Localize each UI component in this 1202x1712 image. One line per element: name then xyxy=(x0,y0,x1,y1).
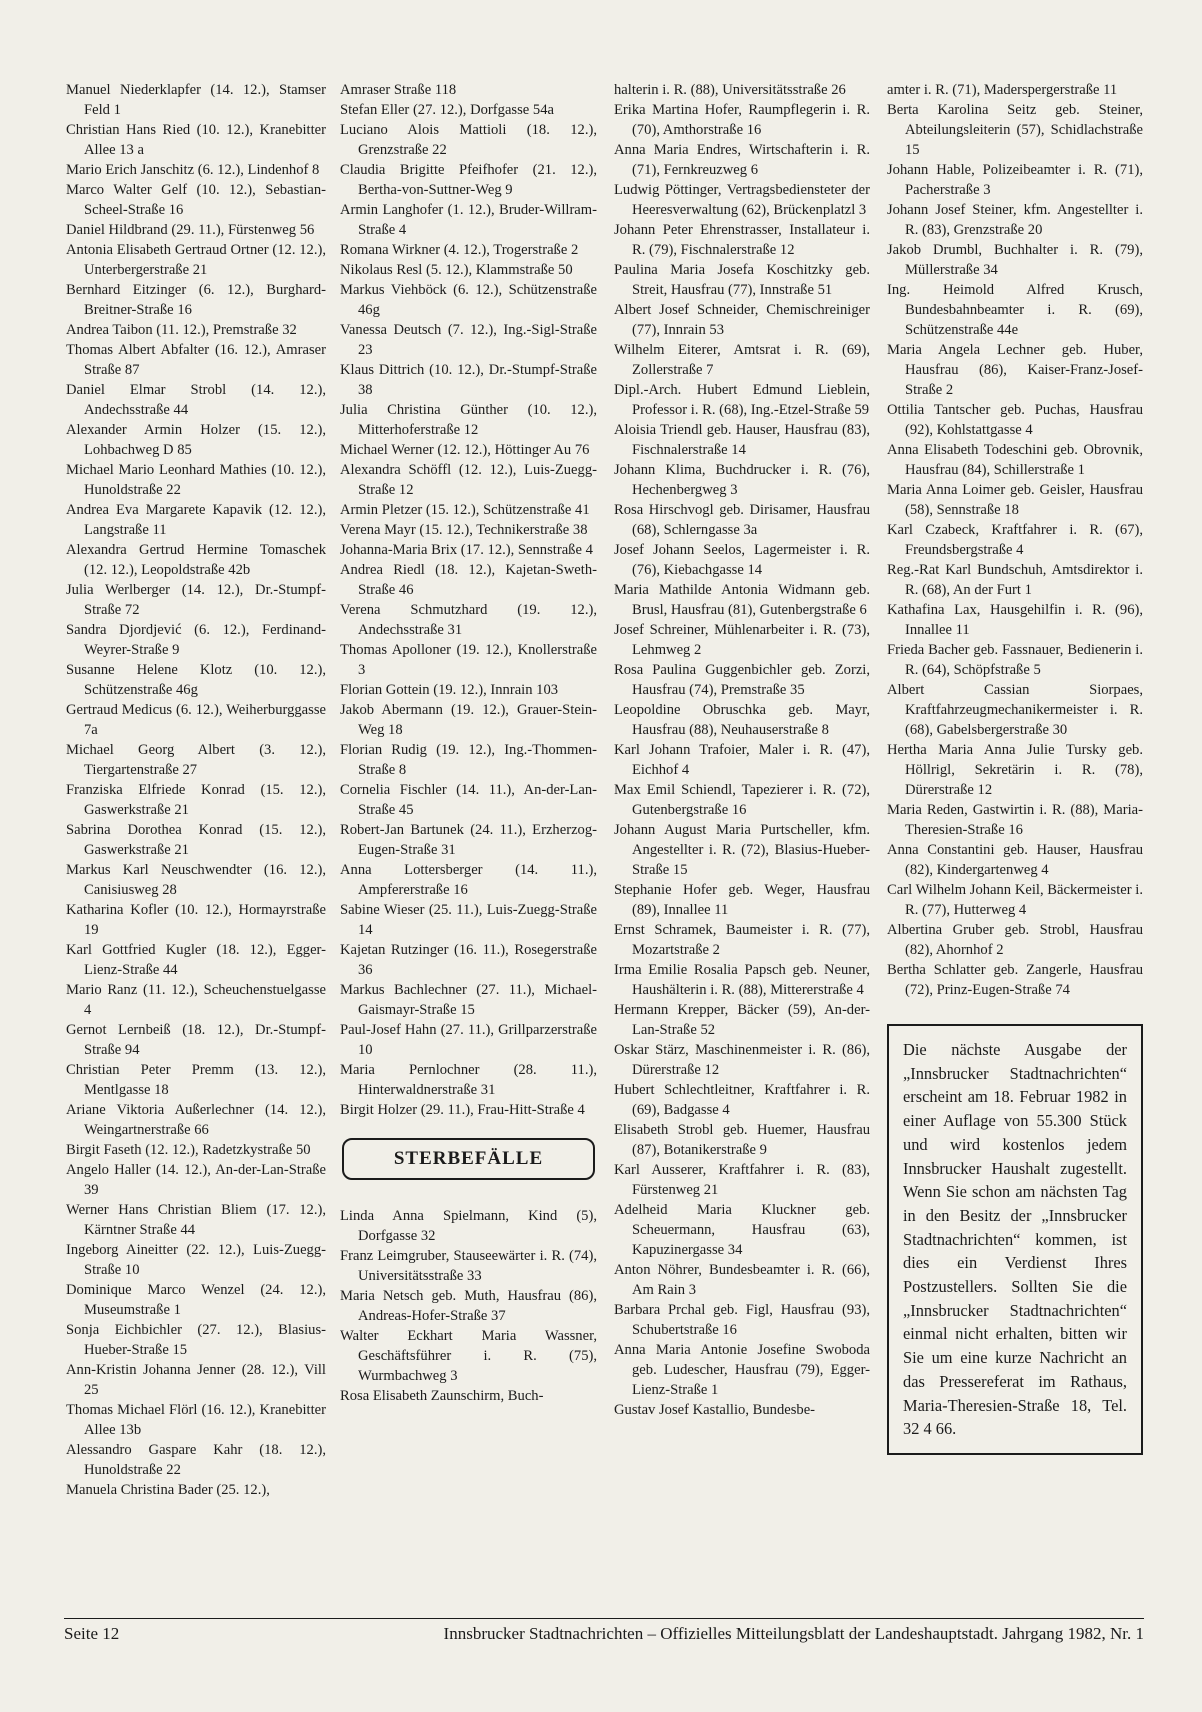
list-item: Aloisia Triendl geb. Hauser, Hausfrau (83), Fischnalerstraße 14 xyxy=(614,422,870,458)
list-item: Anna Lottersberger (14. 11.), Ampfererstraße 16 xyxy=(340,862,597,898)
list-item: Anna Maria Antonie Josefine Swoboda geb. Ludescher, Hausfrau (79), Egger-Lienz-Straße 1 xyxy=(614,1342,870,1398)
list-item: Susanne Helene Klotz (10. 12.), Schützenstraße 46g xyxy=(66,662,326,698)
list-item: Florian Gottein (19. 12.), Innrain 103 xyxy=(340,682,559,698)
list-item: Sandra Djordjević (6. 12.), Ferdinand-Weyrer-Straße 9 xyxy=(66,622,326,658)
list-item: Mario Erich Janschitz (6. 12.), Lindenhof 8 xyxy=(66,162,320,178)
list-item: Anna Constantini geb. Hauser, Hausfrau (82), Kindergartenweg 4 xyxy=(887,842,1143,878)
list-item: Sabine Wieser (25. 11.), Luis-Zuegg-Straße 14 xyxy=(340,902,597,938)
list-item: Julia Christina Günther (10. 12.), Mitterhoferstraße 12 xyxy=(340,402,597,438)
list-item: Oskar Stärz, Maschinenmeister i. R. (86), Dürerstraße 12 xyxy=(614,1042,870,1078)
column-2 xyxy=(340,80,597,1406)
list-item: Karl Gottfried Kugler (18. 12.), Egger-Lienz-Straße 44 xyxy=(66,942,326,978)
list-item: Paul-Josef Hahn (27. 11.), Grillparzerstraße 10 xyxy=(340,1022,597,1058)
list-item: Ann-Kristin Johanna Jenner (28. 12.), Vill 25 xyxy=(66,1362,326,1398)
list-item: Hermann Krepper, Bäcker (59), An-der-Lan-Straße 52 xyxy=(614,1002,870,1038)
column-4 xyxy=(887,80,1143,1455)
list-item: amter i. R. (71), Maderspergerstraße 11 xyxy=(887,82,1118,98)
list-item: Michael Mario Leonhard Mathies (10. 12.), Hunoldstraße 22 xyxy=(66,462,326,498)
list-item: Romana Wirkner (4. 12.), Trogerstraße 2 xyxy=(340,242,579,258)
list-item: halterin i. R. (88), Universitätsstraße 26 xyxy=(614,82,846,98)
list-item: Ernst Schramek, Baumeister i. R. (77), Mozartstraße 2 xyxy=(614,922,870,958)
deaths-heading: STERBEFÄLLE xyxy=(342,1138,595,1180)
list-item: Markus Karl Neuschwendter (16. 12.), Canisiusweg 28 xyxy=(66,862,326,898)
list-item: Antonia Elisabeth Gertraud Ortner (12. 12.), Unterbergerstraße 21 xyxy=(66,242,326,278)
list-item: Robert-Jan Bartunek (24. 11.), Erzherzog-Eugen-Straße 31 xyxy=(340,822,597,858)
list-item: Birgit Holzer (29. 11.), Frau-Hitt-Straße 4 xyxy=(340,1102,585,1118)
list-item: Stefan Eller (27. 12.), Dorfgasse 54a xyxy=(340,102,554,118)
list-item: Nikolaus Resl (5. 12.), Klammstraße 50 xyxy=(340,262,573,278)
list-item: Claudia Brigitte Pfeifhofer (21. 12.), Bertha-von-Suttner-Weg 9 xyxy=(340,162,597,198)
list-item: Katharina Kofler (10. 12.), Hormayrstraße 19 xyxy=(66,902,326,938)
list-item: Sabrina Dorothea Konrad (15. 12.), Gaswerkstraße 21 xyxy=(66,822,326,858)
list-item: Manuel Niederklapfer (14. 12.), Stamser Feld 1 xyxy=(66,82,326,118)
list-item: Hertha Maria Anna Julie Tursky geb. Höllrigl, Sekretärin i. R. (78), Dürerstraße 12 xyxy=(887,742,1143,798)
list-item: Cornelia Fischler (14. 11.), An-der-Lan-Straße 45 xyxy=(340,782,597,818)
list-item: Kathafina Lax, Hausgehilfin i. R. (96), Innallee 11 xyxy=(887,602,1143,638)
list-item: Anna Maria Endres, Wirtschafterin i. R. (71), Fernkreuzweg 6 xyxy=(614,142,870,178)
list-item: Gustav Josef Kastallio, Bundesbe- xyxy=(614,1402,816,1418)
list-item: Stephanie Hofer geb. Weger, Hausfrau (89), Innallee 11 xyxy=(614,882,870,918)
list-item: Alexandra Gertrud Hermine Tomaschek (12. 12.), Leopoldstraße 42b xyxy=(66,542,326,578)
list-item: Paulina Maria Josefa Koschitzky geb. Streit, Hausfrau (77), Innstraße 51 xyxy=(614,262,870,298)
list-item: Jakob Drumbl, Buchhalter i. R. (79), Müllerstraße 34 xyxy=(887,242,1143,278)
list-item: Karl Ausserer, Kraftfahrer i. R. (83), Fürstenweg 21 xyxy=(614,1162,870,1198)
list-item: Amraser Straße 118 xyxy=(340,82,457,98)
list-item: Mario Ranz (11. 12.), Scheuchenstuelgasse 4 xyxy=(66,982,326,1018)
death-entries xyxy=(340,1206,597,1406)
list-item: Frieda Bacher geb. Fassnauer, Bedienerin i. R. (64), Schöpfstraße 5 xyxy=(887,642,1143,678)
list-item: Leopoldine Obruschka geb. Mayr, Hausfrau (88), Neuhauserstraße 8 xyxy=(614,702,870,738)
list-item: Sonja Eichbichler (27. 12.), Blasius-Hueber-Straße 15 xyxy=(66,1322,326,1358)
list-item: Adelheid Maria Kluckner geb. Scheuermann, Hausfrau (63), Kapuzinergasse 34 xyxy=(614,1202,870,1258)
list-item: Werner Hans Christian Bliem (17. 12.), Kärntner Straße 44 xyxy=(66,1202,326,1238)
column-1 xyxy=(66,80,326,1500)
list-item: Karl Johann Trafoier, Maler i. R. (47), Eichhof 4 xyxy=(614,742,870,778)
list-item: Max Emil Schiendl, Tapezierer i. R. (72), Gutenbergstraße 16 xyxy=(614,782,870,818)
list-item: Irma Emilie Rosalia Papsch geb. Neuner, Haushälterin i. R. (88), Mittererstraße 4 xyxy=(614,962,870,998)
list-item: Josef Schreiner, Mühlenarbeiter i. R. (73), Lehmweg 2 xyxy=(614,622,870,658)
list-item: Elisabeth Strobl geb. Huemer, Hausfrau (87), Botanikerstraße 9 xyxy=(614,1122,870,1158)
list-item: Carl Wilhelm Johann Keil, Bäckermeister i. R. (77), Hutterweg 4 xyxy=(887,882,1143,918)
list-item: Bernhard Eitzinger (6. 12.), Burghard-Breitner-Straße 16 xyxy=(66,282,326,318)
list-item: Barbara Prchal geb. Figl, Hausfrau (93), Schubertstraße 16 xyxy=(614,1302,870,1338)
list-item: Luciano Alois Mattioli (18. 12.), Grenzstraße 22 xyxy=(340,122,597,158)
list-item: Thomas Michael Flörl (16. 12.), Kranebitter Allee 13b xyxy=(66,1402,326,1438)
list-item: Alessandro Gaspare Kahr (18. 12.), Hunoldstraße 22 xyxy=(66,1442,326,1478)
list-item: Bertha Schlatter geb. Zangerle, Hausfrau (72), Prinz-Eugen-Straße 74 xyxy=(887,962,1143,998)
list-item: Maria Netsch geb. Muth, Hausfrau (86), Andreas-Hofer-Straße 37 xyxy=(340,1288,597,1324)
list-item: Maria Reden, Gastwirtin i. R. (88), Maria-Theresien-Straße 16 xyxy=(887,802,1143,838)
list-item: Linda Anna Spielmann, Kind (5), Dorfgasse 32 xyxy=(340,1208,597,1244)
page-number: Seite 12 xyxy=(64,1624,120,1643)
list-item: Dipl.-Arch. Hubert Edmund Lieblein, Professor i. R. (68), Ing.-Etzel-Straße 59 xyxy=(614,382,870,418)
list-item: Ing. Heimold Alfred Krusch, Bundesbahnbeamter i. R. (69), Schützenstraße 44e xyxy=(887,282,1143,338)
publication-line: Innsbrucker Stadtnachrichten – Offizielles Mitteilungsblatt der Landeshauptstadt. Jahrgang 1982, Nr. 1 xyxy=(443,1624,1144,1643)
list-item: Ingeborg Aineitter (22. 12.), Luis-Zuegg-Straße 10 xyxy=(66,1242,326,1278)
list-item: Wilhelm Eiterer, Amtsrat i. R. (69), Zollerstraße 7 xyxy=(614,342,870,378)
list-item: Ariane Viktoria Außerlechner (14. 12.), Weingartnerstraße 66 xyxy=(66,1102,326,1138)
list-item: Klaus Dittrich (10. 12.), Dr.-Stumpf-Straße 38 xyxy=(340,362,597,398)
list-item: Johanna-Maria Brix (17. 12.), Sennstraße 4 xyxy=(340,542,593,558)
list-item: Rosa Paulina Guggenbichler geb. Zorzi, Hausfrau (74), Premstraße 35 xyxy=(614,662,870,698)
list-item: Armin Pletzer (15. 12.), Schützenstraße 41 xyxy=(340,502,590,518)
list-item: Gertraud Medicus (6. 12.), Weiherburggasse 7a xyxy=(66,702,326,738)
list-item: Manuela Christina Bader (25. 12.), xyxy=(66,1482,270,1498)
list-item: Ottilia Tantscher geb. Puchas, Hausfrau (92), Kohlstattgasse 4 xyxy=(887,402,1143,438)
birth-entries-continued xyxy=(340,80,597,1120)
list-item: Christian Hans Ried (10. 12.), Kranebitter Allee 13 a xyxy=(66,122,326,158)
list-item: Johann Klima, Buchdrucker i. R. (76), Hechenbergweg 3 xyxy=(614,462,870,498)
list-item: Johann Josef Steiner, kfm. Angestellter i. R. (83), Grenzstraße 20 xyxy=(887,202,1143,238)
list-item: Andrea Eva Margarete Kapavik (12. 12.), Langstraße 11 xyxy=(66,502,326,538)
list-item: Kajetan Rutzinger (16. 11.), Rosegerstraße 36 xyxy=(340,942,597,978)
list-item: Albert Cassian Siorpaes, Kraftfahrzeugmechanikermeister i. R. (68), Gabelsbergerstraße 30 xyxy=(887,682,1143,738)
list-item: Johann August Maria Purtscheller, kfm. Angestellter i. R. (72), Blasius-Hueber-Straße 15 xyxy=(614,822,870,878)
list-item: Anna Elisabeth Todeschini geb. Obrovnik, Hausfrau (84), Schillerstraße 1 xyxy=(887,442,1143,478)
list-item: Karl Czabeck, Kraftfahrer i. R. (67), Freundsbergstraße 4 xyxy=(887,522,1143,558)
list-item: Berta Karolina Seitz geb. Steiner, Abteilungsleiterin (57), Schidlachstraße 15 xyxy=(887,102,1143,158)
list-item: Florian Rudig (19. 12.), Ing.-Thommen-Straße 8 xyxy=(340,742,597,778)
list-item: Alexandra Schöffl (12. 12.), Luis-Zuegg-Straße 12 xyxy=(340,462,597,498)
list-item: Alexander Armin Holzer (15. 12.), Lohbachweg D 85 xyxy=(66,422,326,458)
list-item: Hubert Schlechtleitner, Kraftfahrer i. R. (69), Badgasse 4 xyxy=(614,1082,870,1118)
list-item: Gernot Lernbeiß (18. 12.), Dr.-Stumpf-Straße 94 xyxy=(66,1022,326,1058)
list-item: Rosa Hirschvogl geb. Dirisamer, Hausfrau (68), Schlerngasse 3a xyxy=(614,502,870,538)
list-item: Verena Schmutzhard (19. 12.), Andechsstraße 31 xyxy=(340,602,597,638)
list-item: Julia Werlberger (14. 12.), Dr.-Stumpf-Straße 72 xyxy=(66,582,326,618)
list-item: Maria Pernlochner (28. 11.), Hinterwaldnerstraße 31 xyxy=(340,1062,597,1098)
list-item: Andrea Riedl (18. 12.), Kajetan-Sweth-Straße 46 xyxy=(340,562,597,598)
list-item: Rosa Elisabeth Zaunschirm, Buch- xyxy=(340,1388,544,1404)
list-item: Thomas Albert Abfalter (16. 12.), Amraser Straße 87 xyxy=(66,342,326,378)
list-item: Johann Peter Ehrenstrasser, Installateur i. R. (79), Fischnalerstraße 12 xyxy=(614,222,870,258)
list-item: Josef Johann Seelos, Lagermeister i. R. (76), Kiebachgasse 14 xyxy=(614,542,870,578)
list-item: Vanessa Deutsch (7. 12.), Ing.-Sigl-Straße 23 xyxy=(340,322,597,358)
death-entries-continued xyxy=(887,80,1143,1000)
list-item: Albertina Gruber geb. Strobl, Hausfrau (82), Ahornhof 2 xyxy=(887,922,1143,958)
list-item: Michael Werner (12. 12.), Höttinger Au 76 xyxy=(340,442,590,458)
list-item: Maria Anna Loimer geb. Geisler, Hausfrau (58), Sennstraße 18 xyxy=(887,482,1143,518)
list-item: Ludwig Pöttinger, Vertragsbediensteter der Heeresverwaltung (62), Brückenplatzl 3 xyxy=(614,182,870,218)
list-item: Andrea Taibon (11. 12.), Premstraße 32 xyxy=(66,322,297,338)
list-item: Anton Nöhrer, Bundesbeamter i. R. (66), Am Rain 3 xyxy=(614,1262,870,1298)
list-item: Jakob Abermann (19. 12.), Grauer-Stein-Weg 18 xyxy=(340,702,597,738)
footer-rule xyxy=(64,1618,1144,1619)
list-item: Erika Martina Hofer, Raumpflegerin i. R. (70), Amthorstraße 16 xyxy=(614,102,870,138)
list-item: Franziska Elfriede Konrad (15. 12.), Gaswerkstraße 21 xyxy=(66,782,326,818)
list-item: Angelo Haller (14. 12.), An-der-Lan-Straße 39 xyxy=(66,1162,326,1198)
list-item: Maria Mathilde Antonia Widmann geb. Brusl, Hausfrau (81), Gutenbergstraße 6 xyxy=(614,582,870,618)
next-issue-notice: Die nächste Ausgabe der „Innsbrucker Stadtnachrichten“ erscheint am 18. Februar 1982 in einer Auflage von 55.300 Stück und wird kostenlos jedem Innsbrucker Haushalt zugestellt. Wenn Sie schon am nächsten Tag in den Besitz der „Innsbrucker Stadtnachrichten“ kommen, ist dies ein Verdienst Ihres Postzustellers. Sollten Sie die „Innsbrucker Stadtnachrichten“ einmal nicht erhalten, bitten wir Sie um eine kurze Nachricht an das Pressereferat im Rathaus, Maria-Theresien-Straße 18, Tel. 32 4 66. xyxy=(887,1024,1143,1455)
list-item: Birgit Faseth (12. 12.), Radetzkystraße 50 xyxy=(66,1142,311,1158)
list-item: Daniel Hildbrand (29. 11.), Fürstenweg 56 xyxy=(66,222,315,238)
list-item: Walter Eckhart Maria Wassner, Geschäftsführer i. R. (75), Wurmbachweg 3 xyxy=(340,1328,597,1384)
list-item: Markus Viehböck (6. 12.), Schützenstraße 46g xyxy=(340,282,597,318)
list-item: Maria Angela Lechner geb. Huber, Hausfrau (86), Kaiser-Franz-Josef-Straße 2 xyxy=(887,342,1143,398)
list-item: Dominique Marco Wenzel (24. 12.), Museumstraße 1 xyxy=(66,1282,326,1318)
list-item: Markus Bachlechner (27. 11.), Michael-Gaismayr-Straße 15 xyxy=(340,982,597,1018)
list-item: Michael Georg Albert (3. 12.), Tiergartenstraße 27 xyxy=(66,742,326,778)
list-item: Daniel Elmar Strobl (14. 12.), Andechsstraße 44 xyxy=(66,382,326,418)
list-item: Marco Walter Gelf (10. 12.), Sebastian-Scheel-Straße 16 xyxy=(66,182,326,218)
list-item: Verena Mayr (15. 12.), Technikerstraße 38 xyxy=(340,522,588,538)
list-item: Johann Hable, Polizeibeamter i. R. (71), Pacherstraße 3 xyxy=(887,162,1143,198)
list-item: Franz Leimgruber, Stauseewärter i. R. (74), Universitätsstraße 33 xyxy=(340,1248,597,1284)
list-item: Albert Josef Schneider, Chemischreiniger (77), Innrain 53 xyxy=(614,302,870,338)
list-item: Armin Langhofer (1. 12.), Bruder-Willram-Straße 4 xyxy=(340,202,597,238)
list-item: Christian Peter Premm (13. 12.), Mentlgasse 18 xyxy=(66,1062,326,1098)
list-item: Reg.-Rat Karl Bundschuh, Amtsdirektor i. R. (68), An der Furt 1 xyxy=(887,562,1143,598)
column-3 xyxy=(614,80,870,1420)
list-item: Thomas Apolloner (19. 12.), Knollerstraße 3 xyxy=(340,642,597,678)
